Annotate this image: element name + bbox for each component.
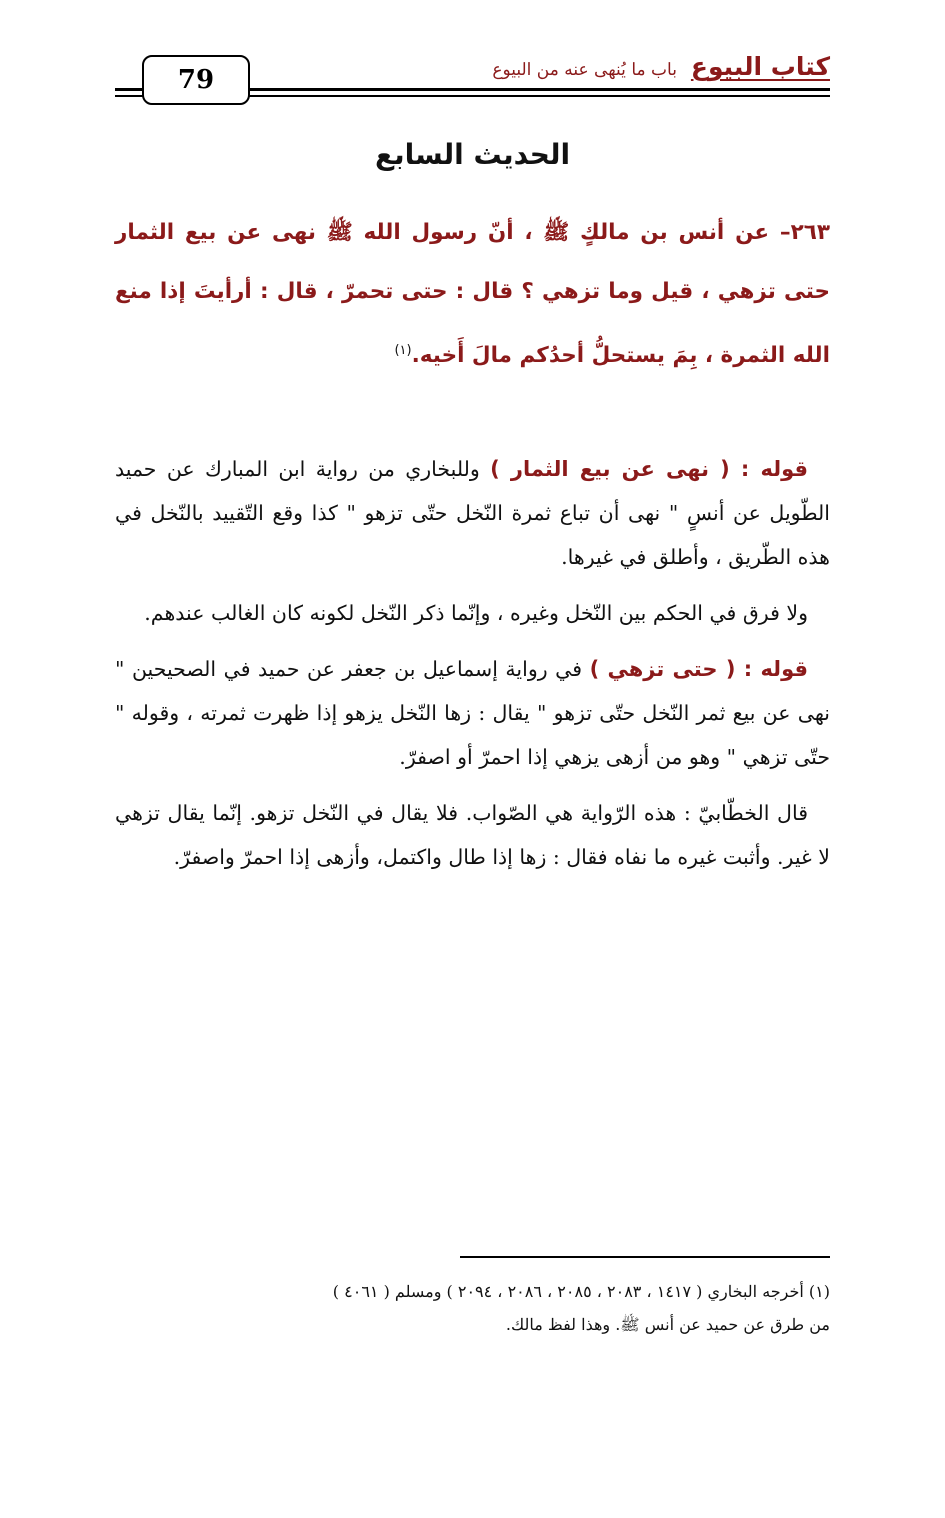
hadith-body: ٢٦٣– عن أنس بن مالكٍ ﷺ ، أنّ رسول الله ﷺ نهى عن بيع الثمار حتى تزهي ، قيل وما تزهي ؟ قال : حتى تحمرّ ، قال : أرأيتَ إذا منع الله الثمرة ، بِمَ يستحلُّ أحدُكم مالَ أَخيه. [115,220,830,369]
commentary [115,447,830,891]
commentary-paragraph [115,447,830,579]
commentary-paragraph [115,591,830,635]
commentary-paragraph [115,647,830,779]
footnotes [115,1275,830,1341]
commentary-text: في رواية إسماعيل بن جعفر عن حميد في الصحيحين " نهى عن بيع ثمر النّخل حتّى تزهو " يقال : زها النّخل يزهو إذا ظهرت ثمرته ، وقوله " حتّى تزهي " وهو من أزهى يزهي إذا احمرّ أو اصفرّ. [115,657,830,769]
footnote-reference: (١) [394,343,412,358]
commentary-text: وللبخاري من رواية ابن المبارك عن حميد الطّويل عن أنسٍ " نهى أن تباع ثمرة النّخل حتّى تزهو " كذا وقع التّقييد بالنّخل في هذه الطّريق ، وأطلق في غيرها. [115,457,830,569]
commentary-text: ولا فرق في الحكم بين النّخل وغيره ، وإنّما ذكر النّخل لكونه كان الغالب عندهم. [144,601,808,625]
footnote-line: (١) أخرجه البخاري ( ١٤١٧ ، ٢٠٨٣ ، ٢٠٨٥ ، ٢٠٨٦ ، ٢٠٩٤ ) ومسلم ( ٤٠٦١ ) [332,1282,830,1301]
chapter-title: باب ما يُنهى عنه من البيوع [492,60,677,80]
commentary-text: قال الخطّابيّ : هذه الرّواية هي الصّواب. فلا يقال في النّخل تزهو. إنّما يقال تزهي لا غير. وأثبت غيره ما نفاه فقال : زها إذا طال واكتمل، وأزهى إذا احمرّ واصفرّ. [115,801,830,869]
commentary-label: قوله : ( نهى عن بيع الثمار ) [490,457,808,481]
running-header [492,52,830,81]
commentary-paragraph [115,791,830,879]
page-number: 79 [142,55,250,105]
footnote-separator [460,1256,830,1258]
footnote-line: من طرق عن حميد عن أنس ﷺ. وهذا لفظ مالك. [505,1315,830,1334]
hadith-text [115,203,830,385]
book-title: كتاب البيوع [690,52,830,81]
section-title: الحديث السابع [374,138,571,171]
commentary-label: قوله : ( حتى تزهي ) [589,657,808,681]
